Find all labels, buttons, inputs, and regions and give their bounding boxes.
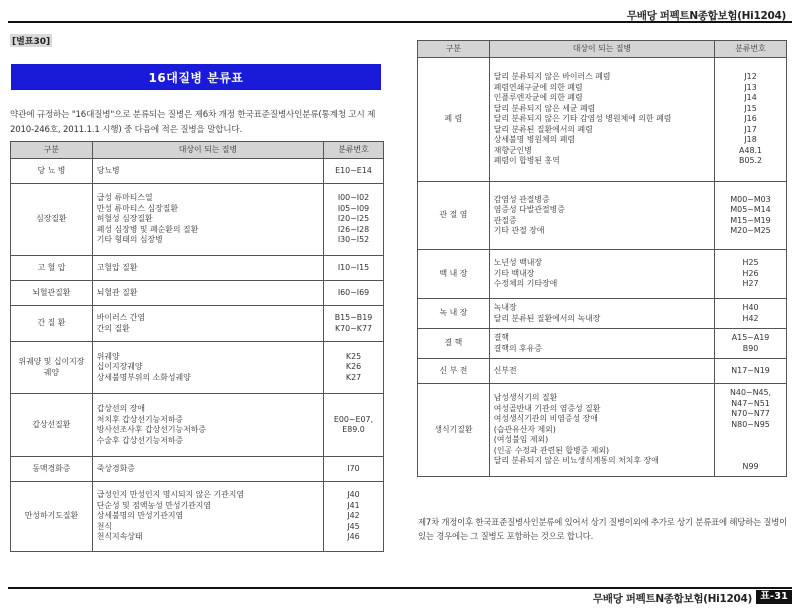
disease-code: J13 <box>744 82 757 92</box>
disease-name: 상세불명 병원체의 폐렴 <box>493 135 576 145</box>
row-codes <box>715 58 787 182</box>
disease-code: J41 <box>347 500 360 510</box>
disease-code: N99 <box>742 461 759 471</box>
disease-name: 달리 분류되지 않은 기타 감염성 병원체에 의한 폐렴 <box>493 114 672 124</box>
disease-name: 갑상선의 장애 <box>96 404 146 413</box>
disease-name: 천식 <box>96 521 113 531</box>
table-row <box>418 384 787 477</box>
disease-name: 고혈압 질환 <box>96 262 138 272</box>
disease-name: 폐렴이 합병된 홍역 <box>493 156 560 166</box>
header-rule <box>8 21 792 23</box>
table-row <box>11 342 384 394</box>
row-category: 만성하기도질환 <box>11 482 93 552</box>
disease-name: 뇌혈관 질환 <box>96 287 138 297</box>
row-category: 결 핵 <box>418 329 490 359</box>
row-codes <box>324 482 384 552</box>
disease-code <box>719 441 782 452</box>
disease-name: (여성불임 제외) <box>493 435 549 445</box>
disease-name: 결핵의 후유증 <box>493 343 543 353</box>
disease-code <box>719 430 782 441</box>
disease-name: 위궤양 <box>96 351 120 361</box>
disease-code: K70~K77 <box>334 323 373 333</box>
disease-code: J15 <box>744 103 757 113</box>
table-row <box>11 184 384 256</box>
disease-name: 상세불명부위의 소화성궤양 <box>96 372 191 382</box>
row-codes <box>715 384 787 477</box>
appendix-tag: [별표30] <box>10 34 52 47</box>
row-diseases <box>489 384 714 477</box>
section-banner: 16대질병 분류표 <box>11 64 381 90</box>
disease-code: H25 <box>742 258 759 268</box>
disease-name: 죽상경화증 <box>96 463 135 473</box>
row-codes <box>715 329 787 359</box>
footnote: 제7차 개정이후 한국표준질병사인분류에 있어서 상기 질병이외에 추가로 상기 분류표에 해당하는 질병이 있는 경우에는 그 질병도 포함하는 것으로 합니다. <box>418 517 788 541</box>
table-row <box>418 329 787 359</box>
row-codes <box>324 281 384 306</box>
footer-title: 무배당 퍼펙트N종합보험(Hi1204) <box>592 593 752 605</box>
row-category: 생식기질환 <box>418 384 490 477</box>
disease-code: I00~I02 <box>337 193 370 203</box>
disease-code: J40 <box>347 490 360 500</box>
disease-name: 방사선조사후 갑상선기능저하증 <box>96 425 206 434</box>
disease-name: 단순성 및 점액농성 만성기관지염 <box>96 500 212 510</box>
row-category: 동맥경화증 <box>11 457 93 482</box>
disease-code: B90 <box>742 343 759 353</box>
row-category: 위궤양 및 십이지장궤양 <box>11 342 93 394</box>
header-category: 구분 <box>11 142 93 159</box>
row-diseases <box>92 457 323 482</box>
disease-code <box>719 451 782 462</box>
row-diseases <box>489 329 714 359</box>
table-row <box>418 359 787 384</box>
disease-name: (인공 수정과 관련된 합병증 제외) <box>493 445 610 455</box>
disease-code: M15~M19 <box>730 215 771 225</box>
disease-code: M05~M14 <box>730 205 771 214</box>
disease-code: N70~N77 <box>731 409 770 418</box>
disease-code: K25 <box>345 351 362 361</box>
disease-code: H42 <box>742 313 759 323</box>
row-diseases <box>92 394 323 457</box>
disease-code: J42 <box>347 511 360 521</box>
table-row <box>11 159 384 184</box>
disease-name: 남성생식기의 질환 <box>493 393 558 403</box>
table-row <box>418 299 787 329</box>
disease-code: B15~B19 <box>334 313 373 322</box>
disease-code: E89.0 <box>342 425 365 434</box>
disease-code: E10~E14 <box>335 165 372 175</box>
disease-code: J45 <box>347 521 360 531</box>
disease-name: 염증성 다발관절병증 <box>493 205 565 214</box>
disease-name: 달리 분류되지 않은 바이러스 폐렴 <box>493 72 611 82</box>
table-row <box>418 182 787 250</box>
table-header-row <box>11 142 384 159</box>
disease-code: K27 <box>345 372 362 382</box>
table-row <box>11 281 384 306</box>
disease-name: 기타 백내장 <box>493 268 535 278</box>
row-diseases <box>92 256 323 281</box>
disease-code: E00~E07, <box>333 414 374 424</box>
disease-name: 달리 분류된 질환에서의 녹내장 <box>493 313 601 323</box>
disease-name: 간의 질환 <box>96 323 130 333</box>
row-codes <box>715 250 787 299</box>
row-codes <box>324 342 384 394</box>
disease-name: 바이러스 간염 <box>96 313 146 322</box>
disease-code: H40 <box>742 303 759 312</box>
row-codes <box>715 182 787 250</box>
table-header-row <box>418 41 787 58</box>
disease-code: J18 <box>744 135 757 145</box>
row-codes <box>324 457 384 482</box>
row-category: 백 내 장 <box>418 250 490 299</box>
disease-code: A15~A19 <box>731 333 770 342</box>
disease-code: H27 <box>742 279 759 289</box>
row-diseases <box>92 159 323 184</box>
row-diseases <box>489 250 714 299</box>
disease-code: I05~I09 <box>337 203 370 213</box>
table-row <box>11 394 384 457</box>
page-number: 표-31 <box>756 590 792 604</box>
disease-name: 급성인지 만성인지 명시되지 않은 기관지염 <box>96 490 245 500</box>
disease-name: 폐성 심장병 및 폐순환의 질환 <box>96 224 199 234</box>
disease-name: 상세불명의 만성기관지염 <box>96 511 184 521</box>
disease-name: 신부전 <box>493 365 517 375</box>
table-row <box>11 256 384 281</box>
disease-code: J46 <box>347 532 360 542</box>
disease-name: 여성골반내 기관의 염증성 질환 <box>493 403 601 413</box>
row-diseases <box>489 359 714 384</box>
intro-paragraph: 약관에 규정하는 "16대질병"으로 분류되는 질병은 제6차 개정 한국표준질병사인분류(통계청 고시 제2010-246호, 2011.1.1 시행) 중 다음에 적은 질병을 말합니다. <box>10 110 376 135</box>
disease-code: N80~N95 <box>731 419 770 429</box>
row-diseases <box>489 299 714 329</box>
row-category: 고 혈 압 <box>11 256 93 281</box>
disease-name: 십이지장궤양 <box>96 362 143 372</box>
disease-name: 달리 분류된 질환에서의 폐렴 <box>493 124 593 134</box>
disease-code: I26~I28 <box>337 224 370 234</box>
disease-code: J16 <box>744 114 757 124</box>
disease-name: 당뇨병 <box>96 165 120 175</box>
row-codes <box>324 256 384 281</box>
disease-code: B05.2 <box>739 156 763 166</box>
row-diseases <box>92 482 323 552</box>
row-diseases <box>92 306 323 342</box>
disease-name: 천식지속상태 <box>96 532 143 542</box>
disease-code: J14 <box>744 93 757 103</box>
disease-name: 기타 관절 장애 <box>493 226 545 235</box>
disease-code: K26 <box>345 362 362 372</box>
disease-name: 관절증 <box>493 215 517 225</box>
footer-rule <box>8 587 792 589</box>
row-codes <box>715 359 787 384</box>
disease-name: 재향군인병 <box>493 145 532 155</box>
disease-code: I70 <box>347 463 360 473</box>
disease-code: I20~I25 <box>337 214 370 224</box>
row-codes <box>324 394 384 457</box>
row-category: 간 질 환 <box>11 306 93 342</box>
header-code: 분류번호 <box>715 41 787 58</box>
disease-name: 처치후 갑상선기능저하증 <box>96 414 184 424</box>
disease-name: 녹내장 <box>493 303 517 312</box>
disease-name: 인플루엔자균에 의한 폐렴 <box>493 93 583 103</box>
disease-name: 만성 류마티스 심장질환 <box>96 203 179 213</box>
row-diseases <box>489 58 714 182</box>
row-codes <box>324 159 384 184</box>
disease-code: A48.1 <box>739 145 763 155</box>
header-disease: 대상이 되는 질병 <box>92 142 323 159</box>
disease-name: 허혈성 심장질환 <box>96 214 153 224</box>
row-diseases <box>92 342 323 394</box>
row-category: 폐 렴 <box>418 58 490 182</box>
disease-name: 노년성 백내장 <box>493 258 543 268</box>
row-diseases <box>489 182 714 250</box>
row-category: 관 절 염 <box>418 182 490 250</box>
disease-code: M20~M25 <box>730 226 771 235</box>
disease-name: (습관유산자 제외) <box>493 424 556 434</box>
header-code: 분류번호 <box>324 142 384 159</box>
disease-code: I30~I52 <box>337 235 370 245</box>
disease-code: I60~I69 <box>337 287 370 297</box>
disease-code: H26 <box>742 268 759 278</box>
row-codes <box>715 299 787 329</box>
header-disease: 대상이 되는 질병 <box>489 41 714 58</box>
disease-code: J17 <box>744 124 757 134</box>
disease-name: 기타 형태의 심장병 <box>96 235 163 245</box>
header-category: 구분 <box>418 41 490 58</box>
row-codes <box>324 184 384 256</box>
header-title: 무배당 퍼펙트N종합보험(Hi1204) <box>626 10 786 22</box>
disease-code: M00~M03 <box>730 194 771 204</box>
disease-code: N17~N19 <box>731 365 770 375</box>
disease-name: 폐렴연쇄구균에 의한 폐렴 <box>493 82 583 92</box>
row-category: 뇌혈관질환 <box>11 281 93 306</box>
row-diseases <box>92 184 323 256</box>
table-row <box>418 250 787 299</box>
row-category: 녹 내 장 <box>418 299 490 329</box>
table-row <box>418 58 787 182</box>
disease-name: 달리 분류되지 않은 비뇨생식계통의 처치후 장애 <box>493 456 659 466</box>
disease-table-right <box>417 40 787 477</box>
disease-name: 결핵 <box>493 333 510 342</box>
disease-code: N40~N45, N47~N51 <box>730 388 772 408</box>
table-row <box>11 482 384 552</box>
row-category: 당 뇨 병 <box>11 159 93 184</box>
row-diseases <box>92 281 323 306</box>
disease-table-left <box>10 141 384 552</box>
disease-name: 감염성 관절병증 <box>493 194 550 204</box>
table-row <box>11 306 384 342</box>
row-category: 심장질환 <box>11 184 93 256</box>
disease-name: 수술후 갑상선기능저하증 <box>96 435 184 445</box>
disease-code: J12 <box>744 72 757 82</box>
row-category: 신 부 전 <box>418 359 490 384</box>
disease-name: 수정체의 기타장애 <box>493 279 558 289</box>
row-category: 갑상선질환 <box>11 394 93 457</box>
disease-name: 여성생식기관의 비염증성 장애 <box>493 414 598 424</box>
row-codes <box>324 306 384 342</box>
disease-code: I10~I15 <box>337 262 370 272</box>
table-row <box>11 457 384 482</box>
disease-name: 급성 류마티스열 <box>96 193 153 203</box>
disease-name: 달리 분류되지 않은 세균 폐렴 <box>493 103 596 113</box>
